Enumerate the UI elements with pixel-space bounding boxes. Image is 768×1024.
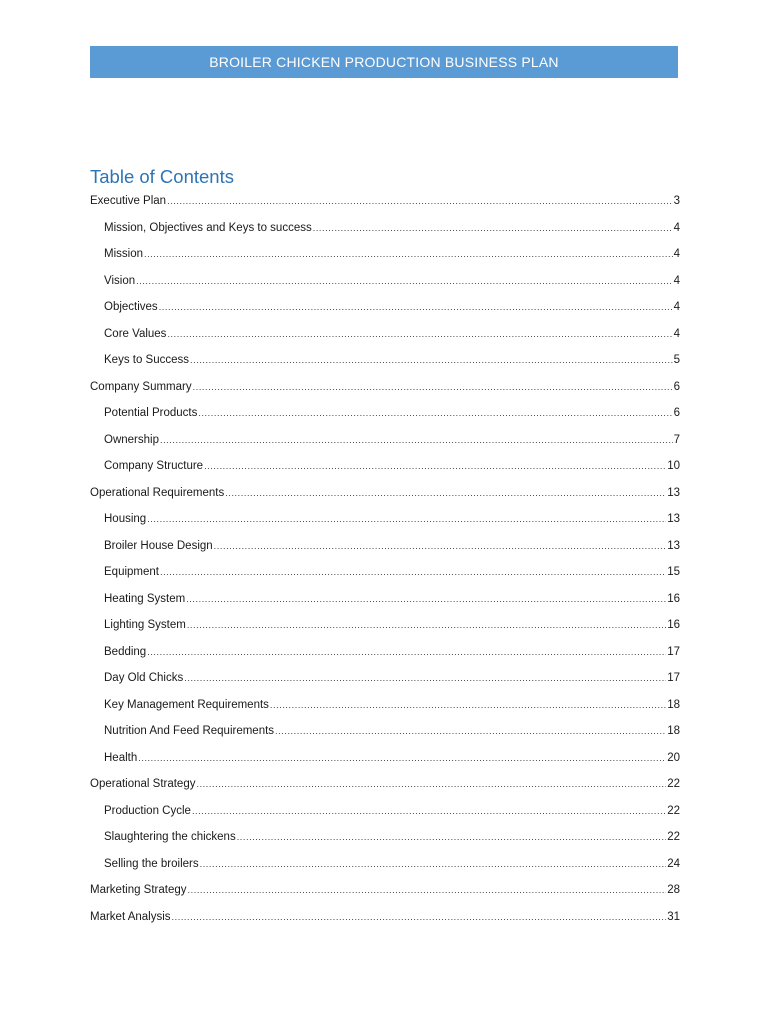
toc-dot-leader [136, 272, 672, 290]
toc-entry-title: Marketing Strategy [90, 884, 187, 896]
toc-dot-leader [147, 643, 666, 661]
toc-dot-leader [270, 696, 666, 714]
toc-entry-page-number: 4 [673, 327, 680, 340]
toc-entry[interactable] [90, 192, 680, 219]
toc-entry[interactable] [90, 351, 680, 378]
toc-entry-title: Key Management Requirements [104, 698, 269, 711]
toc-entry-page-number: 13 [667, 486, 680, 499]
toc-dot-leader [147, 510, 666, 528]
toc-entry[interactable] [90, 298, 680, 325]
toc-entry[interactable] [90, 828, 680, 855]
toc-entry-page-number: 4 [673, 274, 680, 287]
toc-entry-page-number: 7 [673, 433, 680, 446]
toc-entry-title: Slaughtering the chickens [104, 831, 236, 843]
toc-dot-leader [187, 616, 666, 634]
toc-entry-title: Market Analysis [90, 910, 171, 923]
toc-entry-page-number: 5 [673, 354, 680, 366]
toc-entry-title: Lighting System [104, 619, 186, 631]
toc-entry-title: Company Summary [90, 380, 192, 393]
toc-entry-title: Operational Strategy [90, 778, 196, 790]
document-title-banner [90, 46, 678, 78]
toc-dot-leader [275, 722, 666, 740]
toc-entry-page-number: 4 [673, 248, 680, 260]
toc-dot-leader [196, 775, 666, 793]
toc-entry-title: Nutrition And Feed Requirements [104, 725, 275, 737]
toc-entry-title: Objectives [104, 301, 158, 313]
toc-dot-leader [192, 802, 666, 820]
toc-entry-page-number: 31 [667, 910, 680, 923]
toc-entry[interactable] [90, 245, 680, 272]
toc-dot-leader [184, 669, 666, 687]
toc-entry[interactable] [90, 855, 680, 882]
toc-entry-page-number: 18 [667, 725, 680, 737]
toc-heading: Table of Contents [90, 166, 234, 187]
toc-dot-leader [198, 404, 672, 422]
toc-dot-leader [193, 378, 673, 396]
toc-entry-title: Core Values [104, 327, 167, 340]
toc-entry-title: Mission [104, 248, 143, 260]
toc-entry-page-number: 18 [667, 698, 680, 711]
toc-entry-page-number: 22 [667, 778, 680, 790]
toc-dot-leader [188, 881, 667, 899]
toc-dot-leader [144, 245, 673, 263]
toc-entry[interactable] [90, 563, 680, 590]
toc-entry-title: Health [104, 751, 138, 764]
toc-entry[interactable] [90, 272, 680, 299]
toc-entry[interactable] [90, 537, 680, 564]
toc-dot-leader [167, 192, 673, 210]
toc-entry-page-number: 13 [667, 539, 680, 552]
toc-entry-page-number: 4 [673, 221, 680, 234]
toc-entry-title: Broiler House Design [104, 539, 213, 552]
toc-entry[interactable] [90, 219, 680, 246]
toc-entry-title: Bedding [104, 645, 147, 658]
toc-entry-title: Executive Plan [90, 195, 167, 207]
toc-entry-page-number: 15 [667, 566, 680, 578]
toc-dot-leader [204, 457, 666, 475]
toc-entry-page-number: 16 [667, 592, 680, 605]
toc-entry[interactable] [90, 325, 680, 352]
toc-entry[interactable] [90, 510, 680, 537]
toc-entry-title: Housing [104, 513, 147, 525]
toc-entry-page-number: 10 [667, 460, 680, 472]
toc-entry[interactable] [90, 484, 680, 511]
toc-entry-title: Potential Products [104, 407, 198, 419]
toc-entry[interactable] [90, 908, 680, 935]
toc-entry[interactable] [90, 616, 680, 643]
toc-entry[interactable] [90, 669, 680, 696]
toc-entry-title: Ownership [104, 433, 159, 446]
toc-entry-title: Equipment [104, 566, 159, 578]
toc-entry-title: Day Old Chicks [104, 672, 184, 684]
toc-dot-leader [172, 908, 667, 926]
toc-dot-leader [214, 537, 667, 555]
toc-dot-leader [159, 298, 673, 316]
toc-entry-title: Keys to Success [104, 354, 190, 366]
toc-dot-leader [167, 325, 672, 343]
toc-dot-leader [186, 590, 666, 608]
toc-entry[interactable] [90, 643, 680, 670]
toc-entry-page-number: 16 [667, 619, 680, 631]
toc-entry-title: Production Cycle [104, 804, 191, 817]
toc-entry-title: Operational Requirements [90, 486, 225, 499]
toc-entry-page-number: 6 [673, 407, 680, 419]
toc-entry-title: Vision [104, 274, 136, 287]
toc-entry[interactable] [90, 431, 680, 458]
toc-entry[interactable] [90, 881, 680, 908]
toc-entry-title: Mission, Objectives and Keys to success [104, 221, 312, 234]
toc-dot-leader [138, 749, 666, 767]
toc-entry-title: Heating System [104, 592, 186, 605]
toc-entry-page-number: 24 [667, 857, 680, 870]
toc-entry-page-number: 22 [667, 831, 680, 843]
toc-entry[interactable] [90, 722, 680, 749]
toc-entry-page-number: 3 [673, 195, 680, 207]
toc-list [90, 192, 680, 934]
toc-dot-leader [160, 431, 673, 449]
toc-dot-leader [190, 351, 673, 369]
toc-entry[interactable] [90, 775, 680, 802]
toc-entry[interactable] [90, 802, 680, 829]
toc-entry-page-number: 28 [667, 884, 680, 896]
toc-dot-leader [225, 484, 666, 502]
toc-entry[interactable] [90, 378, 680, 405]
toc-entry[interactable] [90, 749, 680, 776]
toc-dot-leader [313, 219, 673, 237]
toc-entry-title: Selling the broilers [104, 857, 199, 870]
toc-entry[interactable] [90, 404, 680, 431]
toc-entry[interactable] [90, 696, 680, 723]
toc-entry[interactable] [90, 457, 680, 484]
toc-entry-title: Company Structure [104, 460, 204, 472]
toc-entry-page-number: 20 [667, 751, 680, 764]
toc-entry-page-number: 13 [667, 513, 680, 525]
toc-dot-leader [237, 828, 667, 846]
document-title: BROILER CHICKEN PRODUCTION BUSINESS PLAN [209, 54, 559, 70]
toc-dot-leader [160, 563, 666, 581]
toc-entry-page-number: 4 [673, 301, 680, 313]
toc-dot-leader [200, 855, 667, 873]
toc-entry-page-number: 17 [667, 645, 680, 658]
toc-entry-page-number: 22 [667, 804, 680, 817]
toc-entry[interactable] [90, 590, 680, 617]
toc-entry-page-number: 17 [667, 672, 680, 684]
toc-entry-page-number: 6 [673, 380, 680, 393]
